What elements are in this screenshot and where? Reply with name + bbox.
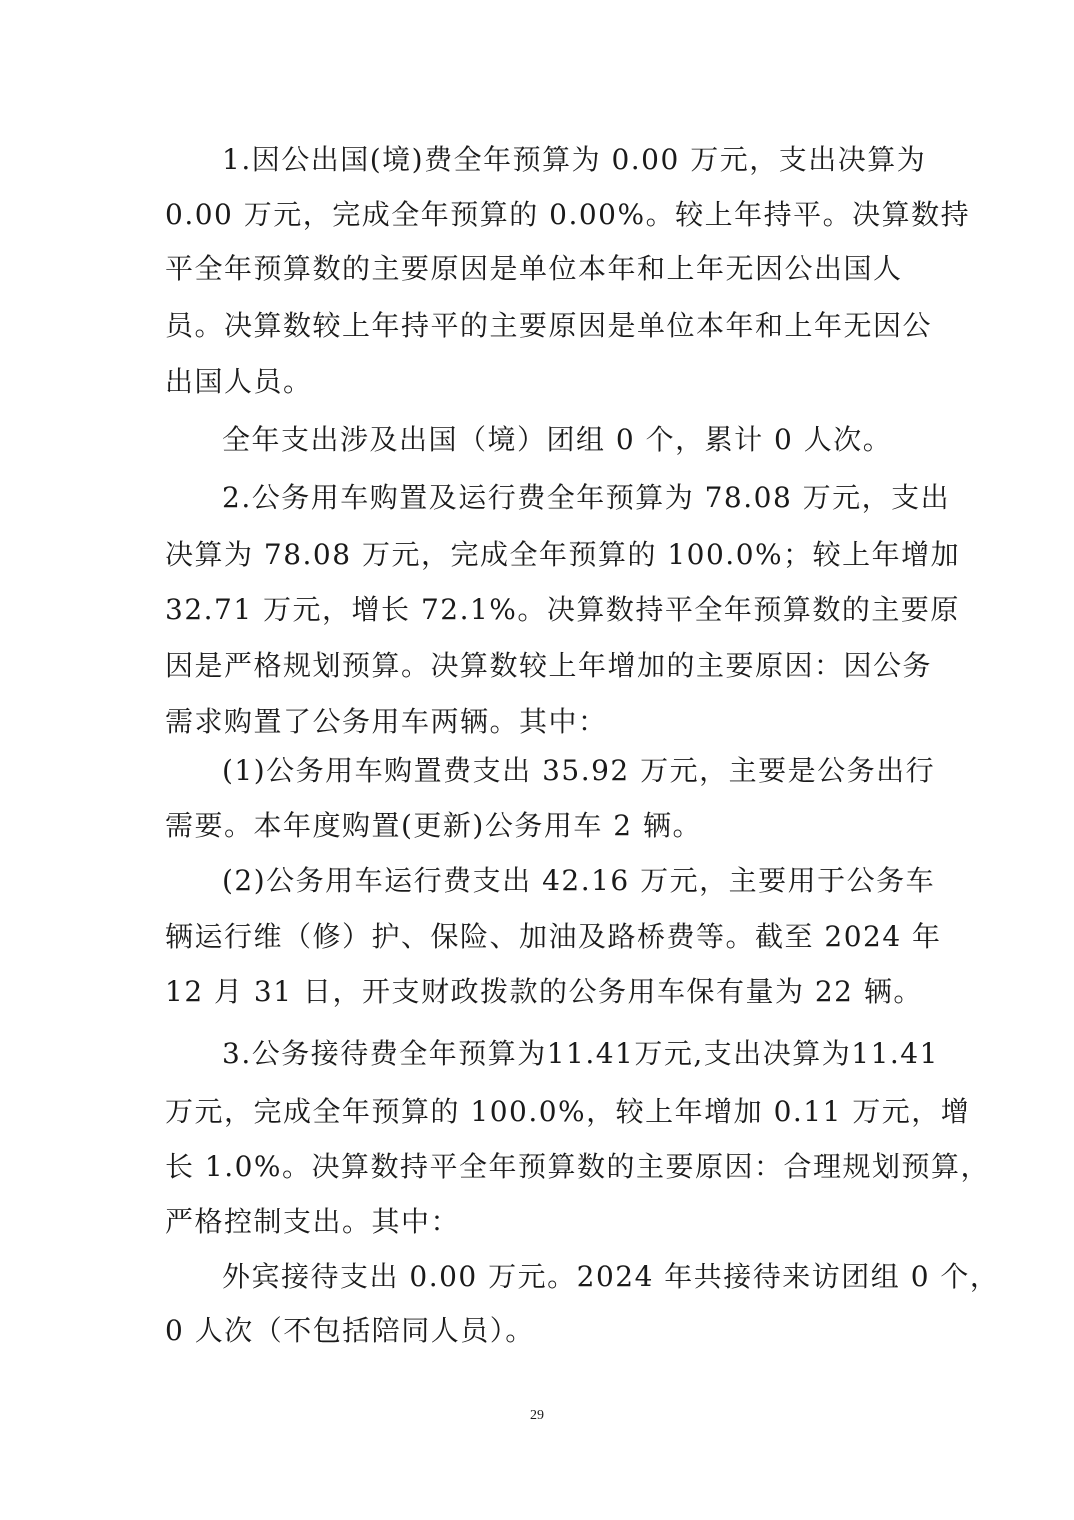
body-text-line: 1.因公出国(境)费全年预算为 0.00 万元，支出决算为 (222, 143, 927, 176)
page-number: 29 (530, 1408, 544, 1423)
body-text-line: (1)公务用车购置费支出 35.92 万元，主要是公务出行 (222, 754, 936, 787)
body-text-line: 决算为 78.08 万元，完成全年预算的 100.0%；较上年增加 (165, 538, 961, 571)
body-text-line: 外宾接待支出 0.00 万元。2024 年共接待来访团组 0 个， (222, 1260, 1000, 1293)
body-text-line: 因是严格规划预算。决算数较上年增加的主要原因：因公务 (165, 649, 933, 682)
body-text-line: 长 1.0%。决算数持平全年预算数的主要原因：合理规划预算， (165, 1150, 991, 1183)
body-text-line: 需求购置了公务用车两辆。其中： (165, 705, 608, 738)
body-text-line: 0.00 万元，完成全年预算的 0.00%。较上年持平。决算数持 (165, 198, 971, 231)
body-text-line: 12 月 31 日，开支财政拨款的公务用车保有量为 22 辆。 (165, 975, 923, 1008)
body-text-line: 万元，完成全年预算的 100.0%，较上年增加 0.11 万元，增 (165, 1095, 971, 1128)
body-text-line: 严格控制支出。其中： (165, 1205, 461, 1238)
body-text-line: 0 人次（不包括陪同人员）。 (165, 1314, 535, 1347)
body-text-line: 员。决算数较上年持平的主要原因是单位本年和上年无因公 (165, 309, 933, 342)
body-text-line: 全年支出涉及出国（境）团组 0 个，累计 0 人次。 (222, 423, 893, 456)
body-text-line: 平全年预算数的主要原因是单位本年和上年无因公出国人 (165, 252, 903, 285)
body-text-line: 需要。本年度购置(更新)公务用车 2 辆。 (165, 809, 702, 842)
body-text-line: 2.公务用车购置及运行费全年预算为 78.08 万元，支出 (222, 481, 951, 514)
body-text-line: 3.公务接待费全年预算为11.41万元,支出决算为11.41 (222, 1037, 939, 1070)
body-text-line: 出国人员。 (165, 365, 313, 398)
body-text-line: 辆运行维（修）护、保险、加油及路桥费等。截至 2024 年 (165, 920, 942, 953)
body-text-line: (2)公务用车运行费支出 42.16 万元，主要用于公务车 (222, 864, 936, 897)
body-text-line: 32.71 万元，增长 72.1%。决算数持平全年预算数的主要原 (165, 593, 960, 626)
